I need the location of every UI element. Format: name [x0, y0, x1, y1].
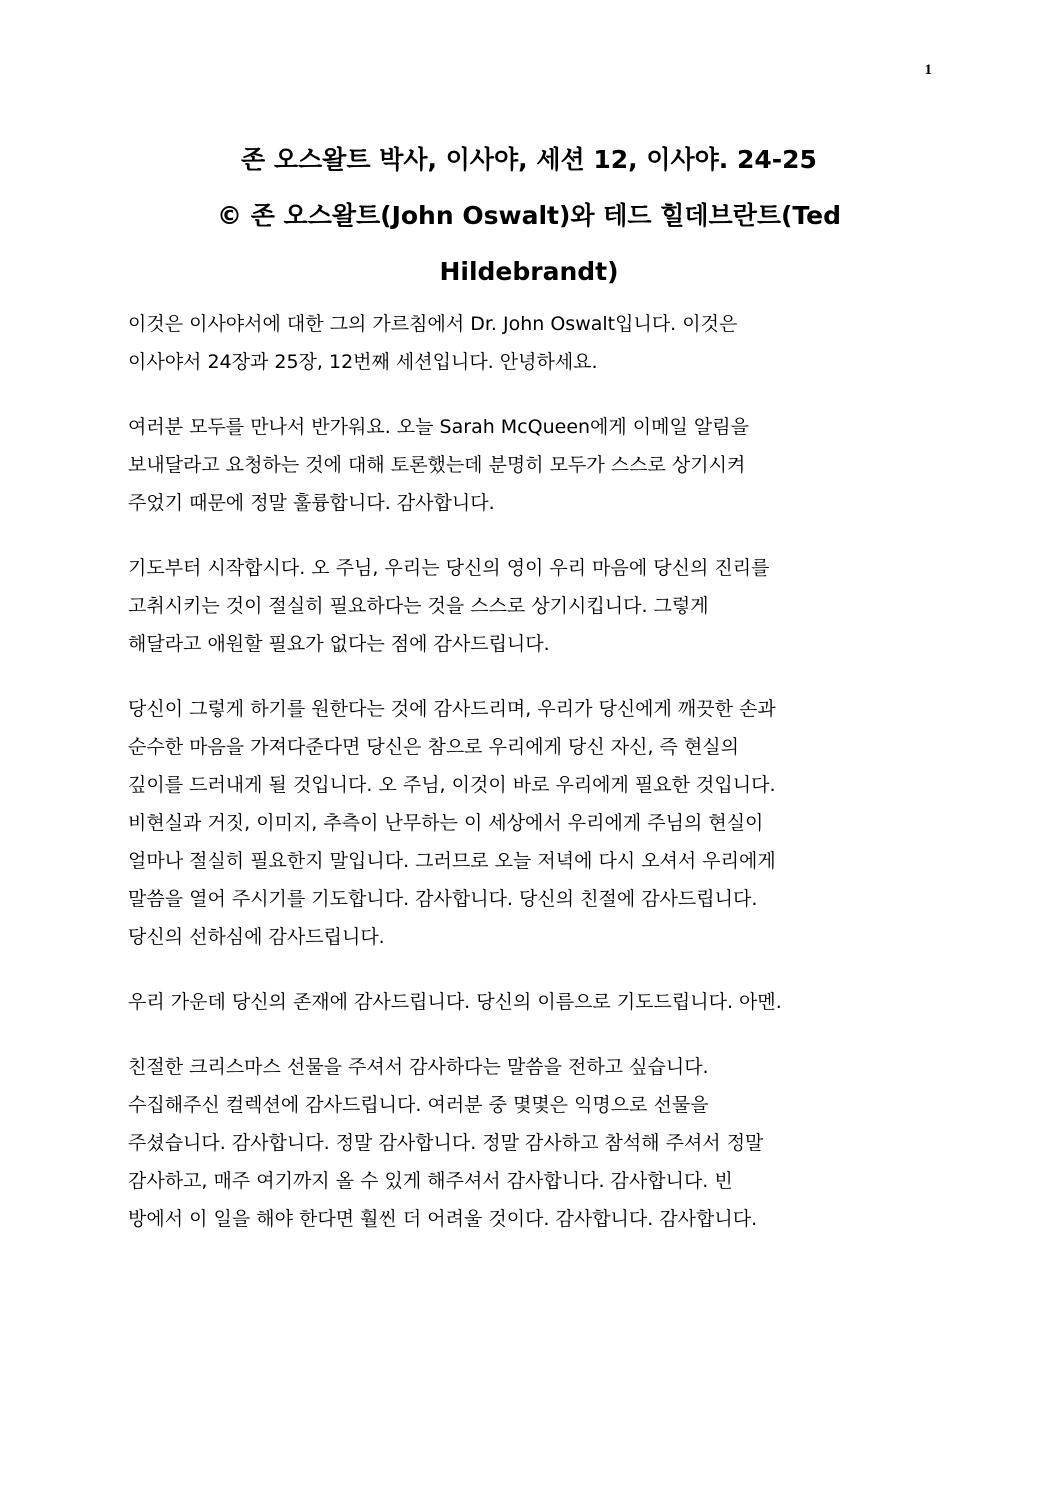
text-line: 주셨습니다. 감사합니다. 정말 감사합니다. 정말 감사하고 참석해 주셔서 정말: [128, 1132, 764, 1154]
text-line: 감사하고, 매주 여기까지 올 수 있게 해주셔서 감사합니다. 감사합니다. 빈: [128, 1170, 733, 1192]
text-line: 당신의 선하심에 감사드립니다.: [128, 926, 385, 948]
text-line: 주었기 때문에 정말 훌륭합니다. 감사합니다.: [128, 492, 495, 514]
document-body: [128, 305, 938, 1265]
text-line: 보내달라고 요청하는 것에 대해 토론했는데 분명히 모두가 스스로 상기시켜: [128, 454, 746, 476]
text-line: 수집해주신 컬렉션에 감사드립니다. 여러분 중 몇몇은 익명으로 선물을: [128, 1094, 709, 1116]
document-title: [120, 132, 938, 300]
page-number: 1: [924, 62, 932, 78]
text-line: 방에서 이 일을 해야 한다면 훨씬 더 어려울 것이다. 감사합니다. 감사합니다.: [128, 1208, 758, 1230]
paragraph-prayer-body: [128, 690, 938, 956]
paragraph-greeting: [128, 408, 938, 522]
paragraph-intro: [128, 305, 938, 381]
paragraph-amen: [128, 983, 938, 1021]
text-line: 기도부터 시작합시다. 오 주님, 우리는 당신의 영이 우리 마음에 당신의 진리를: [128, 557, 770, 579]
text-line: 깊이를 드러내게 될 것입니다. 오 주님, 이것이 바로 우리에게 필요한 것입니다.: [128, 774, 776, 796]
text-line: 말씀을 열어 주시기를 기도합니다. 감사합니다. 당신의 친절에 감사드립니다.: [128, 888, 758, 910]
text-line: 당신이 그렇게 하기를 원한다는 것에 감사드리며, 우리가 당신에게 깨끗한 손과: [128, 698, 776, 720]
paragraph-prayer-start: [128, 549, 938, 663]
text-line: 해달라고 애원할 필요가 없다는 점에 감사드립니다.: [128, 633, 550, 655]
text-line: 친절한 크리스마스 선물을 주셔서 감사하다는 말씀을 전하고 싶습니다.: [128, 1056, 709, 1078]
text-line: 비현실과 거짓, 이미지, 추측이 난무하는 이 세상에서 우리에게 주님의 현실이: [128, 812, 764, 834]
text-line: 순수한 마음을 가져다준다면 당신은 참으로 우리에게 당신 자신, 즉 현실의: [128, 736, 740, 758]
text-line: 이것은 이사야서에 대한 그의 가르침에서 Dr. John Oswalt입니다. 이것은: [128, 313, 738, 335]
title-line: Hildebrandt): [439, 257, 619, 286]
paragraph-thanks: [128, 1048, 938, 1238]
text-line: 우리 가운데 당신의 존재에 감사드립니다. 당신의 이름으로 기도드립니다. 아멘.: [128, 991, 782, 1013]
title-line: © 존 오스왈트(John Oswalt)와 테드 힐데브란트(Ted: [216, 201, 842, 230]
title-line: 존 오스왈트 박사, 이사야, 세션 12, 이사야. 24-25: [241, 145, 817, 174]
text-line: 고취시키는 것이 절실히 필요하다는 것을 스스로 상기시킵니다. 그렇게: [128, 595, 709, 617]
text-line: 여러분 모두를 만나서 반가워요. 오늘 Sarah McQueen에게 이메일 알림을: [128, 416, 749, 438]
text-line: 이사야서 24장과 25장, 12번째 세션입니다. 안녕하세요.: [128, 351, 598, 373]
text-line: 얼마나 절실히 필요한지 말입니다. 그러므로 오늘 저녁에 다시 오셔서 우리에게: [128, 850, 776, 872]
